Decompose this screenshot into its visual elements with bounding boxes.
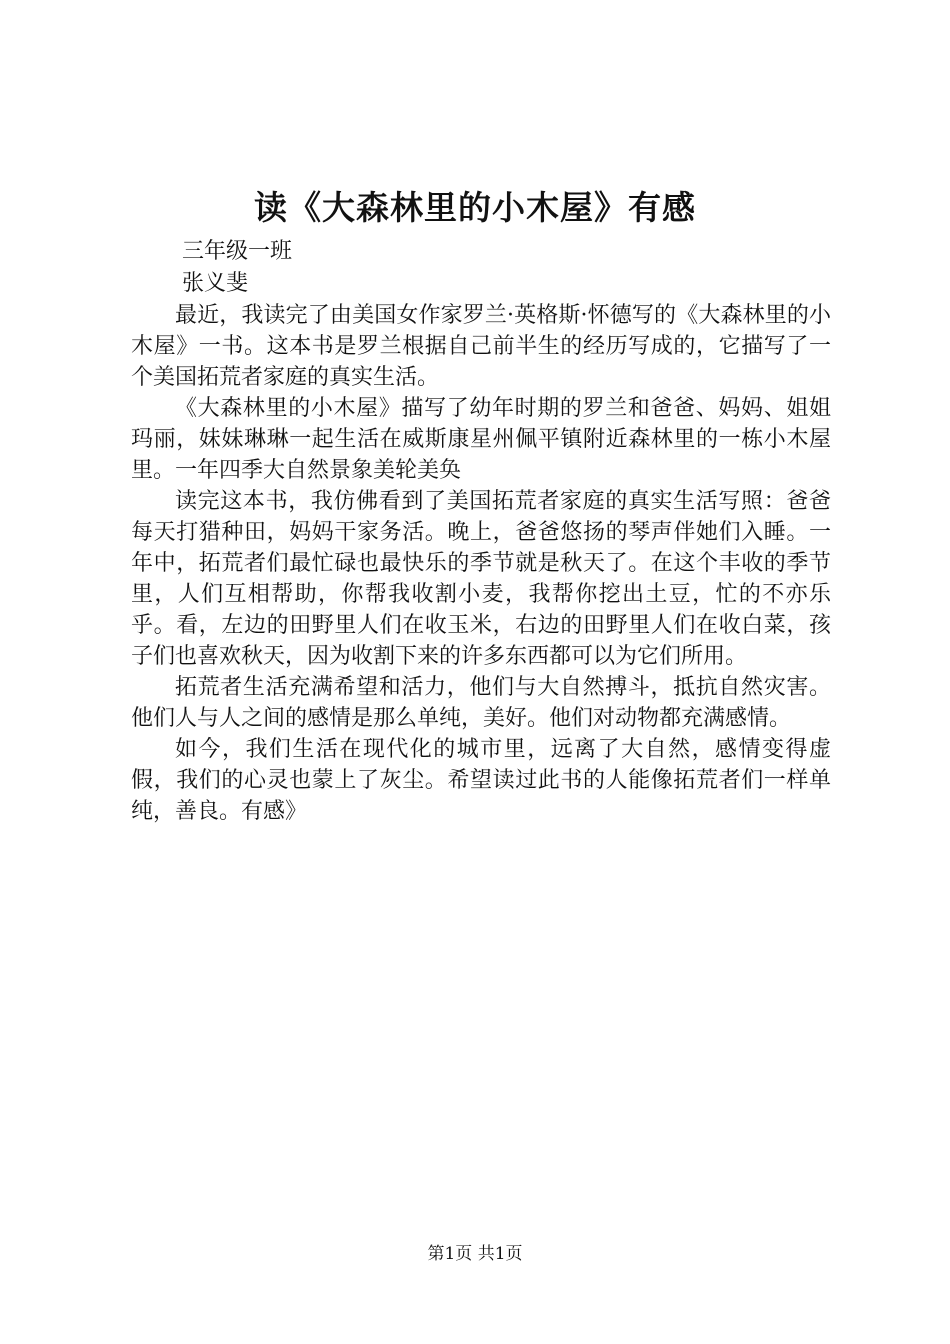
class-name: 三年级一班	[182, 239, 293, 264]
paragraph: 《大森林里的小木屋》描写了幼年时期的罗兰和爸爸、妈妈、姐姐玛丽，妹妹琳琳一起生活在威斯康星州佩平镇附近森林里的一栋小木屋里。一年四季大自然景象美轮美奂	[131, 396, 831, 483]
page-footer: 第1页 共1页	[427, 1244, 523, 1264]
document-body	[131, 300, 831, 827]
paragraph: 如今，我们生活在现代化的城市里，远离了大自然，感情变得虚假，我们的心灵也蒙上了灰尘。希望读过此书的人能像拓荒者们一样单纯，善良。有感》	[131, 737, 831, 824]
document-title: 读《大森林里的小木屋》有感	[254, 188, 696, 227]
paragraph: 最近，我读完了由美国女作家罗兰·英格斯·怀德写的《大森林里的小木屋》一书。这本书是罗兰根据自己前半生的经历写成的，它描写了一个美国拓荒者家庭的真实生活。	[131, 303, 831, 390]
paragraph: 读完这本书，我仿佛看到了美国拓荒者家庭的真实生活写照：爸爸每天打猎种田，妈妈干家务活。晚上，爸爸悠扬的琴声伴她们入睡。一年中，拓荒者们最忙碌也最快乐的季节就是秋天了。在这个丰收的季节里，人们互相帮助，你帮我收割小麦，我帮你挖出土豆，忙的不亦乐乎。看，左边的田野里人们在收玉米，右边的田野里人们在收白菜，孩子们也喜欢秋天，因为收割下来的许多东西都可以为它们所用。	[131, 489, 831, 669]
author-name: 张义斐	[182, 271, 249, 296]
paragraph: 拓荒者生活充满希望和活力，他们与大自然搏斗，抵抗自然灾害。他们人与人之间的感情是那么单纯，美好。他们对动物都充满感情。	[131, 675, 831, 731]
